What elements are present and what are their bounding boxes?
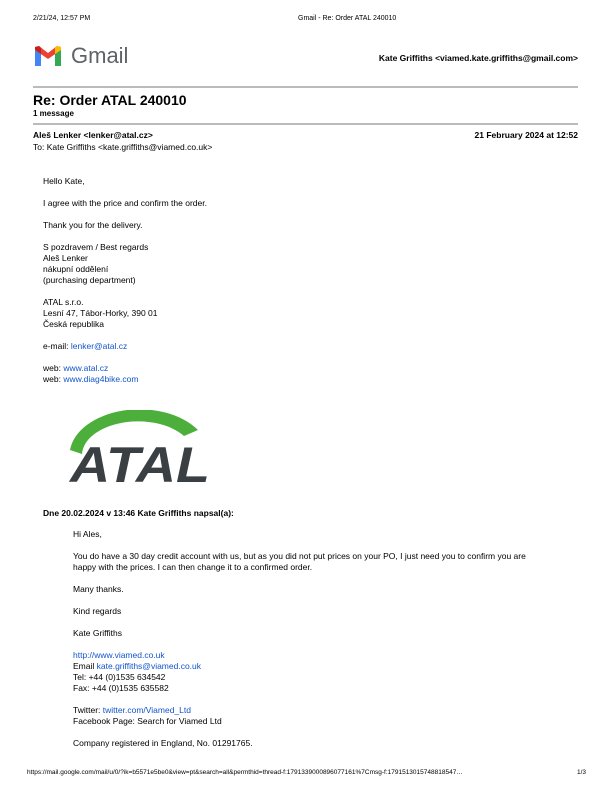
web-link-diag4bike[interactable]: www.diag4bike.com	[63, 374, 139, 384]
body-line: Thank you for the delivery.	[43, 220, 143, 230]
svg-text:ATAL: ATAL	[67, 437, 210, 486]
page-number: 1/3	[577, 769, 587, 776]
print-title: Gmail - Re: Order ATAL 240010	[298, 15, 397, 22]
message-body	[43, 176, 563, 396]
divider	[33, 86, 578, 88]
greeting: Hello Kate,	[43, 176, 85, 186]
signature: S pozdravem / Best regards Aleš Lenker nákupní oddělení (purchasing department)	[43, 242, 149, 285]
gmail-wordmark: Gmail	[71, 43, 129, 68]
kate-email-link[interactable]: kate.griffiths@viamed.co.uk	[96, 661, 202, 671]
quote-header: Dne 20.02.2024 v 13:46 Kate Griffiths napsal(a):	[43, 508, 234, 518]
print-url: https://mail.google.com/mail/u/0/?ik=b5571e5be0&view=pt&search=all&permthid=thread-f:1791339000896077161%7Cmsg-f:1791513015748818547…	[27, 769, 463, 776]
message-sender: Aleš Lenker <lenker@atal.cz>	[33, 130, 153, 140]
web-link-atal[interactable]: www.atal.cz	[63, 363, 109, 373]
company-address: ATAL s.r.o. Lesní 47, Tábor-Horky, 390 01 Česká republika	[43, 297, 158, 329]
viamed-website-link[interactable]: http://www.viamed.co.uk	[73, 650, 165, 660]
message-count: 1 message	[33, 109, 74, 118]
gmail-logo	[33, 43, 128, 69]
email-label: e-mail:	[43, 341, 69, 351]
body-line: I agree with the price and confirm the order.	[43, 198, 207, 208]
gmail-m-icon	[33, 44, 63, 68]
web-label: web:	[43, 363, 61, 373]
email-link[interactable]: lenker@atal.cz	[70, 341, 128, 351]
account-email: Kate Griffiths <viamed.kate.griffiths@gmail.com>	[378, 53, 578, 63]
atal-logo	[66, 410, 216, 486]
thread-subject: Re: Order ATAL 240010	[33, 92, 187, 108]
twitter-link[interactable]: twitter.com/Viamed_Ltd	[102, 705, 191, 715]
message-recipient: To: Kate Griffiths <kate.griffiths@viamed.co.uk>	[33, 142, 213, 152]
web-label: web:	[43, 374, 61, 384]
quoted-message: Hi Ales, You do have a 30 day credit account with us, but as you did not put prices on your PO, I just need you to confirm you are happy with the prices. I can then change it to a confirmed order. Many thanks. Kind regards Kate Griffiths http://www.viamed.co.uk Email kate.griffiths@viamed.co.uk Tel: +44 (0)1535 634542 Fax: +44 (0)1535 635582 Twitter: twitter.com/Viamed_Ltd Facebook Page: Search for Viamed Ltd Company registered in England, No. 01291765.	[73, 529, 526, 748]
print-datetime: 2/21/24, 12:57 PM	[33, 15, 91, 22]
divider	[33, 123, 578, 125]
message-date: 21 February 2024 at 12:52	[474, 130, 578, 140]
